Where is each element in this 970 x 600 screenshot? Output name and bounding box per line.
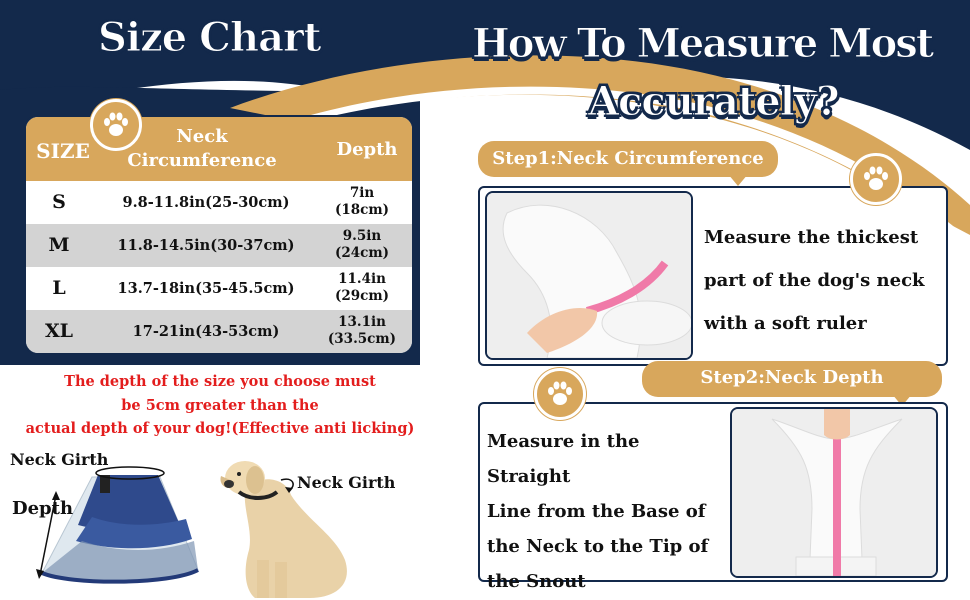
- row-depth-in: 11.4in: [338, 271, 386, 287]
- step1-line1: Measure the thickest: [704, 227, 919, 248]
- row-depth: [316, 185, 408, 219]
- step2-instructions: [487, 424, 727, 599]
- note-line3: actual depth of your dog!(Effective anti licking): [25, 420, 415, 437]
- step1-instructions: [704, 216, 939, 345]
- row-depth: [316, 228, 408, 262]
- paw-icon: [860, 163, 892, 195]
- row-neck: 11.8-14.5in(30-37cm): [117, 237, 295, 254]
- header-neck-circumference: [122, 125, 282, 173]
- size-chart-title: Size Chart: [98, 14, 321, 61]
- row-size: M: [48, 234, 70, 256]
- row-depth-in: 13.1in: [338, 314, 386, 330]
- how-to-measure-subtitle: Accurately?: [588, 78, 839, 125]
- row-size: L: [52, 277, 66, 299]
- table-row: [26, 181, 412, 224]
- row-depth-in: 9.5in: [342, 228, 382, 244]
- mannequin-depth-image: [732, 409, 936, 576]
- cone-neck-girth-label: Neck Girth: [10, 450, 109, 469]
- row-neck: 13.7-18in(35-45.5cm): [117, 280, 295, 297]
- note-line1: The depth of the size you choose must: [64, 373, 376, 390]
- cone-depth-label: Depth: [12, 498, 74, 519]
- how-to-measure-title: How To Measure Most: [472, 20, 933, 67]
- step1-banner: Step1:Neck Circumference: [478, 141, 778, 177]
- header-neck-line2: Circumference: [127, 150, 277, 171]
- paw-icon: [544, 378, 576, 410]
- row-neck: 9.8-11.8in(25-30cm): [122, 194, 290, 211]
- step2-banner: Step2:Neck Depth: [642, 361, 942, 397]
- row-size: XL: [44, 320, 74, 342]
- step1-paw-badge: [850, 153, 902, 205]
- neck-circumference-photo: [485, 191, 693, 360]
- table-row: [26, 310, 412, 353]
- row-depth-cm: (33.5cm): [327, 331, 397, 347]
- cone-collar-illustration: [30, 455, 200, 600]
- row-depth-in: 7in: [349, 185, 375, 201]
- paw-icon: [100, 109, 132, 141]
- table-row: [26, 224, 412, 267]
- table-header: [26, 117, 412, 181]
- table-row: [26, 267, 412, 310]
- step2-line1: Measure in the Straight: [487, 431, 640, 487]
- row-depth: [316, 314, 408, 348]
- step1-line2: part of the dog's neck: [704, 270, 925, 291]
- header-neck-line1: Neck: [176, 126, 228, 147]
- step2-line3: the Neck to the Tip of: [487, 536, 709, 557]
- step1-line3: with a soft ruler: [704, 313, 867, 334]
- row-neck: 17-21in(43-53cm): [132, 323, 280, 340]
- paw-badge: [90, 99, 142, 151]
- dog-neck-girth-label: Neck Girth: [297, 473, 396, 492]
- mannequin-neck-image: [487, 193, 691, 358]
- row-depth-cm: (18cm): [334, 202, 390, 218]
- step2-line4: the Snout: [487, 571, 586, 592]
- size-table: [24, 115, 414, 355]
- row-depth-cm: (29cm): [334, 288, 390, 304]
- row-size: S: [52, 191, 66, 213]
- neck-depth-photo: [730, 407, 938, 578]
- row-depth-cm: (24cm): [334, 245, 390, 261]
- header-size: SIZE: [36, 139, 90, 163]
- row-depth: [316, 271, 408, 305]
- note-line2: be 5cm greater than the: [121, 397, 319, 414]
- step2-paw-badge: [534, 368, 586, 420]
- header-depth: Depth: [336, 139, 398, 160]
- step2-line2: Line from the Base of: [487, 501, 706, 522]
